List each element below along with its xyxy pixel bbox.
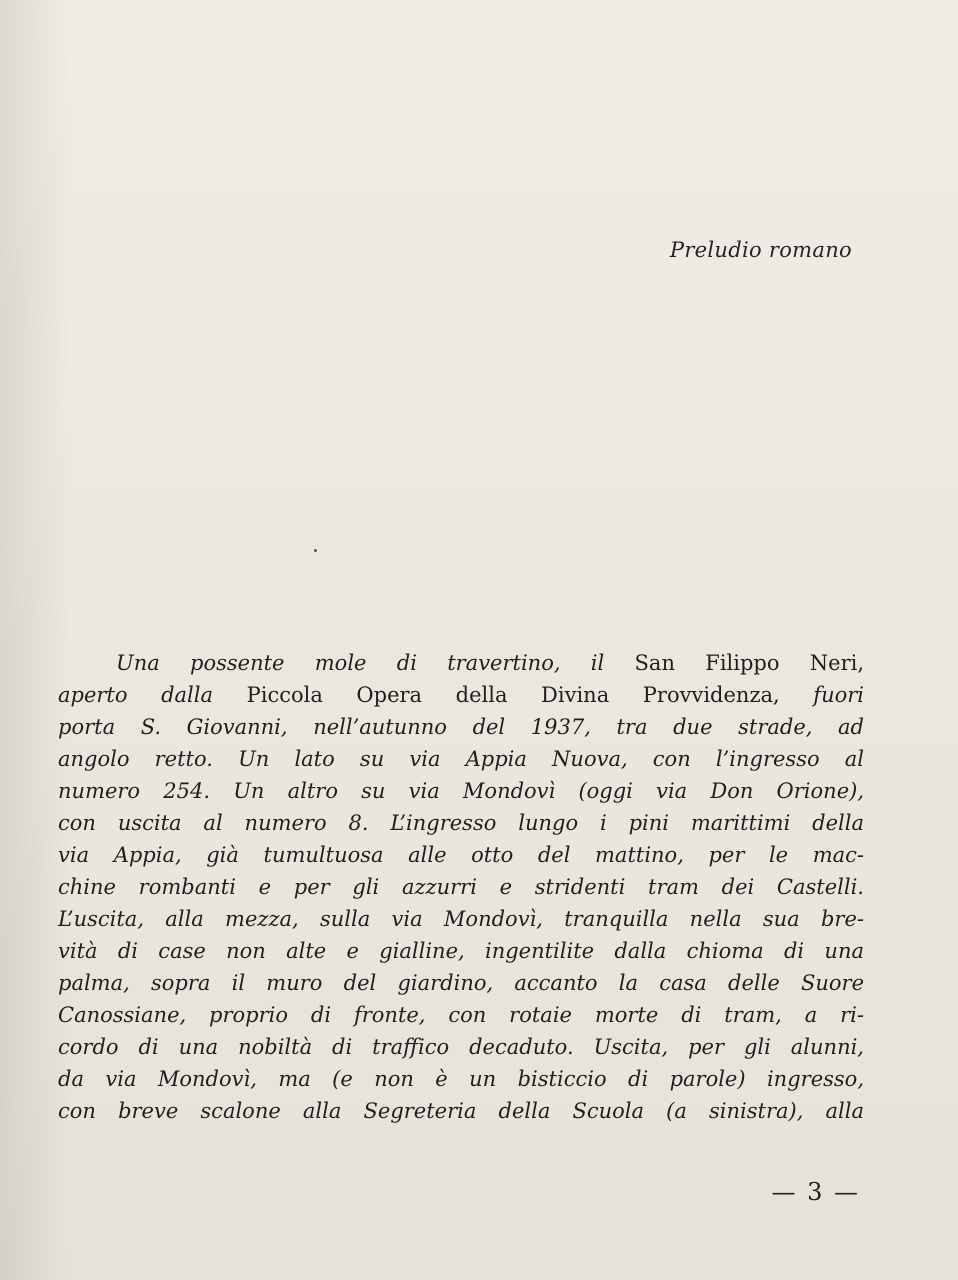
italic-text-segment: L’uscita, alla mezza, sulla via Mondovì, tranquilla nella sua bre- <box>58 907 864 931</box>
italic-text-segment: Canossiane, proprio di fronte, con rotaie morte di tram, a ri- <box>58 1003 864 1027</box>
page-number: — 3 — <box>771 1178 860 1206</box>
italic-text-segment: aperto dalla <box>58 683 247 707</box>
text-line <box>58 711 864 743</box>
italic-text-segment: palma, sopra il muro del giardino, accanto la casa delle Suore <box>58 971 864 995</box>
italic-text-segment: porta S. Giovanni, nell’autunno del 1937, tra due strade, ad <box>58 715 864 739</box>
italic-text-segment: numero 254. Un altro su via Mondovì (oggi via Don Orione), <box>58 779 864 803</box>
italic-text-segment: con uscita al numero 8. L’ingresso lungo i pini marittimi della <box>58 811 864 835</box>
italic-text-segment: da via Mondovì, ma (e non è un bisticcio di parole) ingresso, <box>58 1067 864 1091</box>
italic-text-segment: cordo di una nobiltà di traffico decaduto. Uscita, per gli alunni, <box>58 1035 864 1059</box>
show-through-text <box>60 0 920 620</box>
text-line <box>58 871 864 903</box>
roman-text-segment: San Filippo Neri, <box>634 651 865 675</box>
roman-text-segment: Piccola Opera della Divina Provvidenza, <box>246 683 780 707</box>
text-line <box>58 807 864 839</box>
text-line <box>58 967 864 999</box>
text-line <box>58 935 864 967</box>
text-line <box>58 1031 864 1063</box>
running-head: Preludio romano <box>669 238 852 262</box>
text-line <box>58 775 864 807</box>
text-line <box>58 1095 864 1127</box>
text-line <box>58 743 864 775</box>
text-line <box>58 679 864 711</box>
italic-text-segment: via Appia, già tumultuosa alle otto del mattino, per le mac- <box>58 843 864 867</box>
text-line <box>58 999 864 1031</box>
italic-text-segment: vità di case non alte e gialline, ingentilite dalla chioma di una <box>58 939 864 963</box>
text-line <box>58 1063 864 1095</box>
italic-text-segment: chine rombanti e per gli azzurri e stridenti tram dei Castelli. <box>58 875 864 899</box>
italic-text-segment: fuori <box>779 683 864 707</box>
text-line <box>58 647 864 679</box>
italic-text-segment: con breve scalone alla Segreteria della Scuola (a sinistra), alla <box>58 1099 864 1123</box>
text-line <box>58 839 864 871</box>
text-line <box>58 903 864 935</box>
body-paragraph <box>58 647 864 1127</box>
italic-text-segment: Una possente mole di travertino, il <box>116 651 635 675</box>
italic-text-segment: angolo retto. Un lato su via Appia Nuova, con l’ingresso al <box>58 747 864 771</box>
paper-speck <box>314 549 317 552</box>
